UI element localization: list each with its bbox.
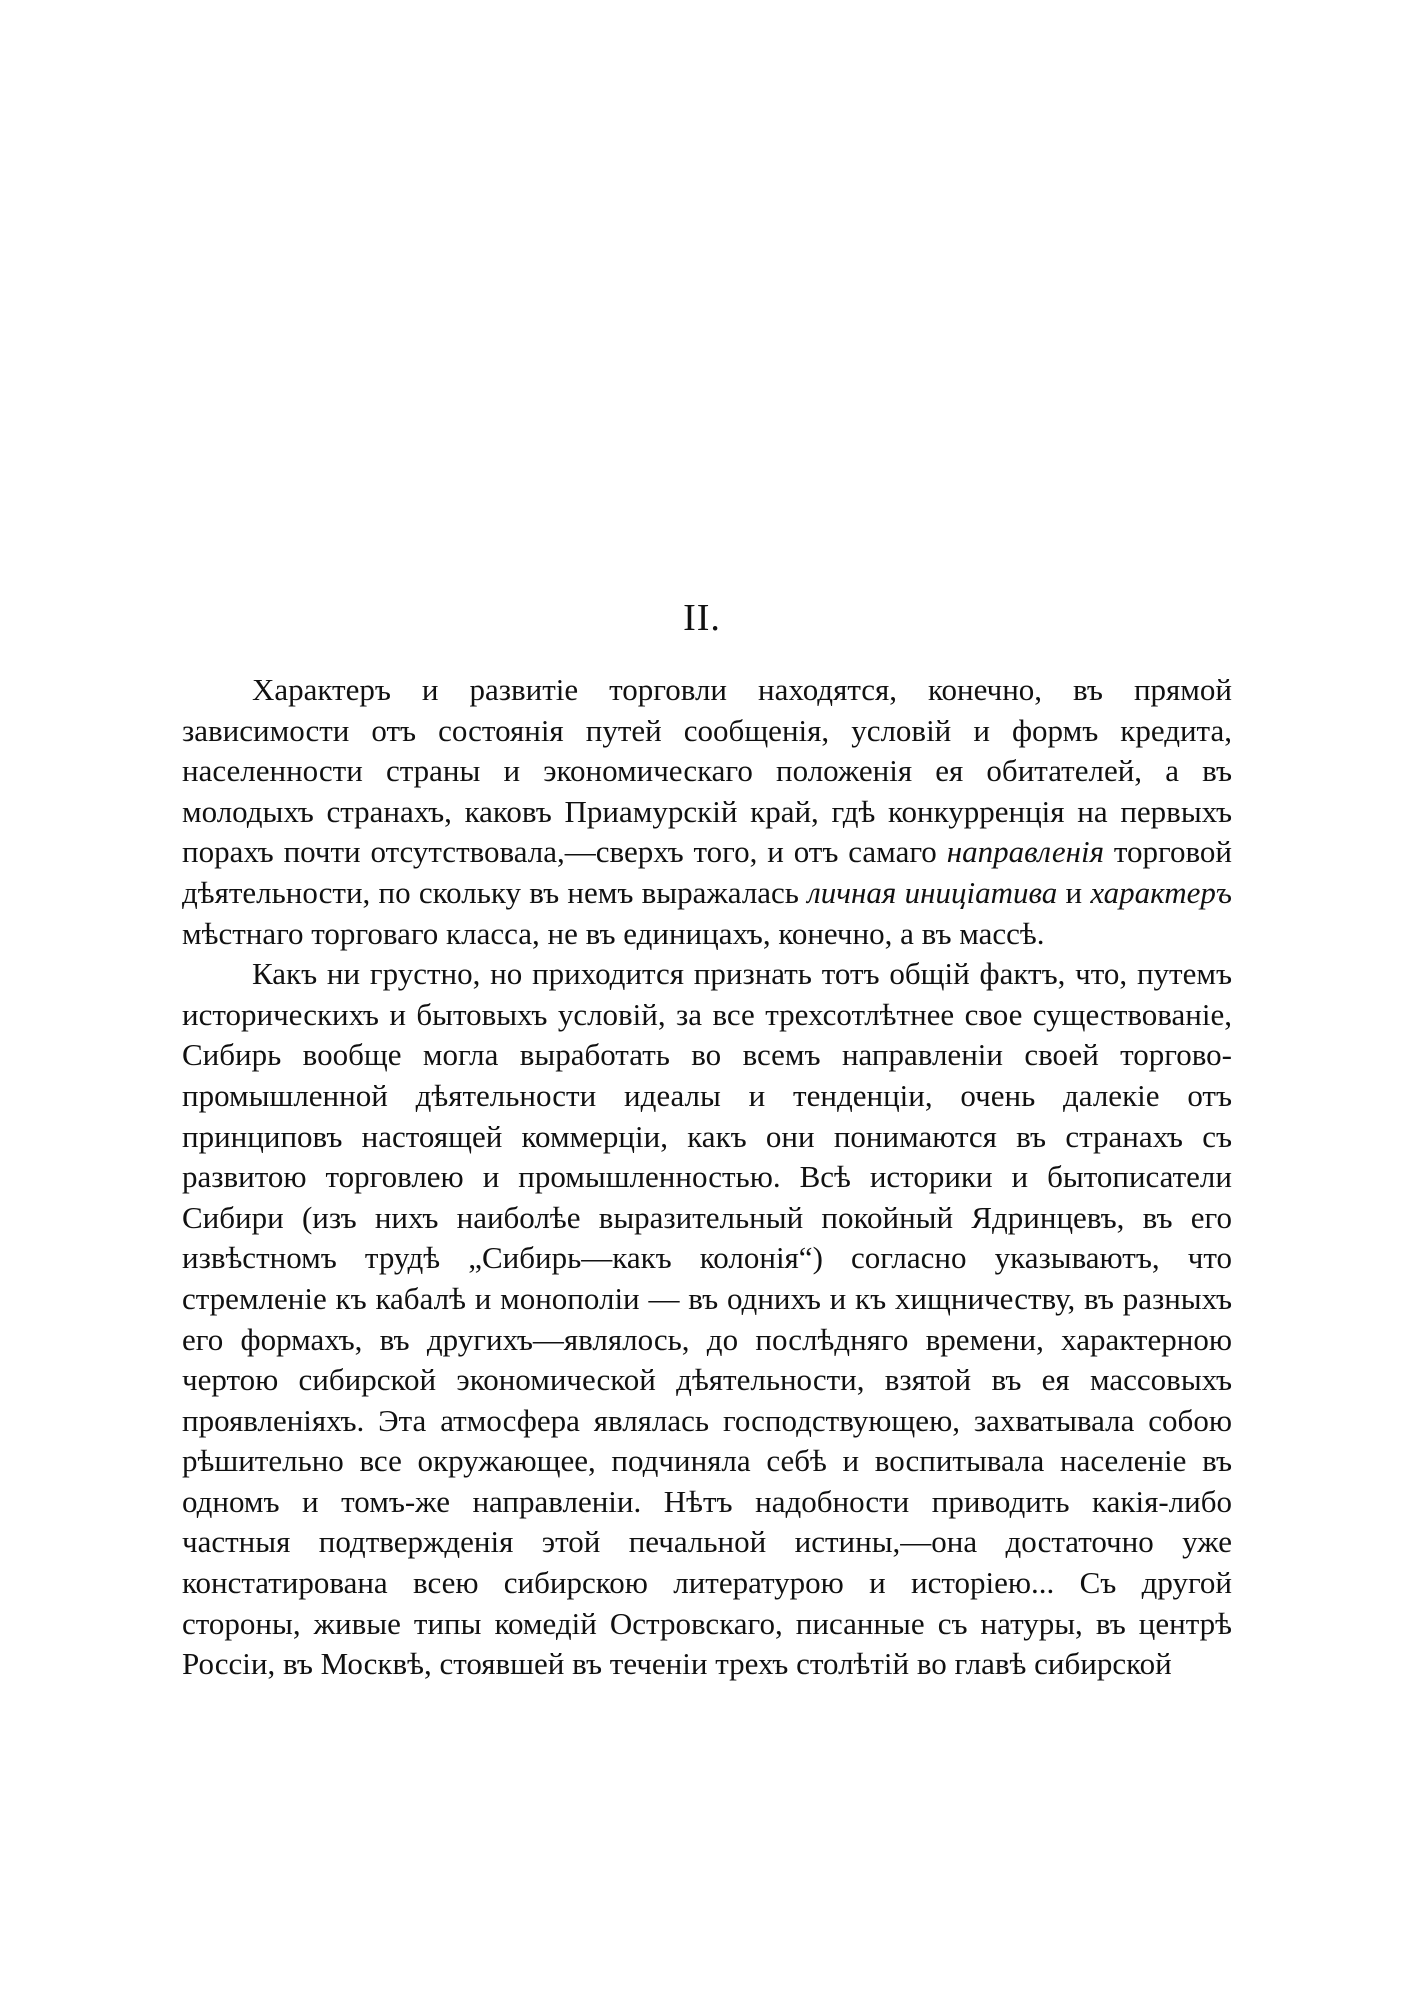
italic-emphasis: характеръ <box>1090 874 1233 910</box>
paragraph-1-text: Характеръ и развитіе торговли находятся, конечно, въ прямой зависимости отъ состоянія путей сообщенія, условій и формъ кредита, населенности страны и экономическаго положенія ея обитателей, а въ молодыхъ странахъ, каковъ Приамурскій край, гдѣ конкурренція на первыхъ порахъ почти отсутствовала,—сверхъ того, и отъ самаго <box>182 672 1232 870</box>
italic-emphasis: направленія <box>946 834 1104 870</box>
section-heading: II. <box>683 597 721 639</box>
paragraph-1 <box>182 670 1232 954</box>
paragraph-1-text: и <box>1065 874 1083 910</box>
paragraph-1-text: торговой дѣятельности, по скольку въ немъ выражалась <box>182 834 1233 910</box>
body-text <box>182 670 1232 1685</box>
paragraph-1-text: мѣстнаго торговаго класса, не въ единицахъ, конечно, а въ массѣ. <box>182 915 1045 951</box>
paragraph-2: Какъ ни грустно, но приходится признать тотъ общій фактъ, что, путемъ историческихъ и бытовыхъ условій, за все трехсотлѣтнее свое существованіе, Сибирь вообще могла выработать во всемъ направленіи своей торгово-промышленной дѣятельности идеалы и тенденціи, очень далекіе отъ принциповъ настоящей коммерціи, какъ они понимаются въ странахъ съ развитою торговлею и промышленностью. Всѣ историки и бытописатели Сибири (изъ нихъ наиболѣе выразительный покойный Ядринцевъ, въ его извѣстномъ трудѣ „Сибирь—какъ колонія“) согласно указываютъ, что стремленіе къ кабалѣ и монополіи — въ однихъ и къ хищничеству, въ разныхъ его формахъ, въ другихъ—являлось, до послѣдняго времени, характерною чертою сибирской экономической дѣятельности, взятой въ ея массовыхъ проявленіяхъ. Эта атмосфера являлась господствующею, захватывала собою рѣшительно все окружающее, подчиняла себѣ и воспитывала населеніе въ одномъ и томъ-же направленіи. Нѣтъ надобности приводить какія-либо частныя подтвержденія этой печальной истины,—она достаточно уже констатирована всею сибирскою литературою и исторіею... Съ другой стороны, живые типы комедій Островскаго, писанные съ натуры, въ центрѣ Россіи, въ Москвѣ, стоявшей въ теченіи трехъ столѣтій во главѣ сибирской <box>182 956 1232 1682</box>
italic-emphasis: личная иниціатива <box>807 874 1058 910</box>
